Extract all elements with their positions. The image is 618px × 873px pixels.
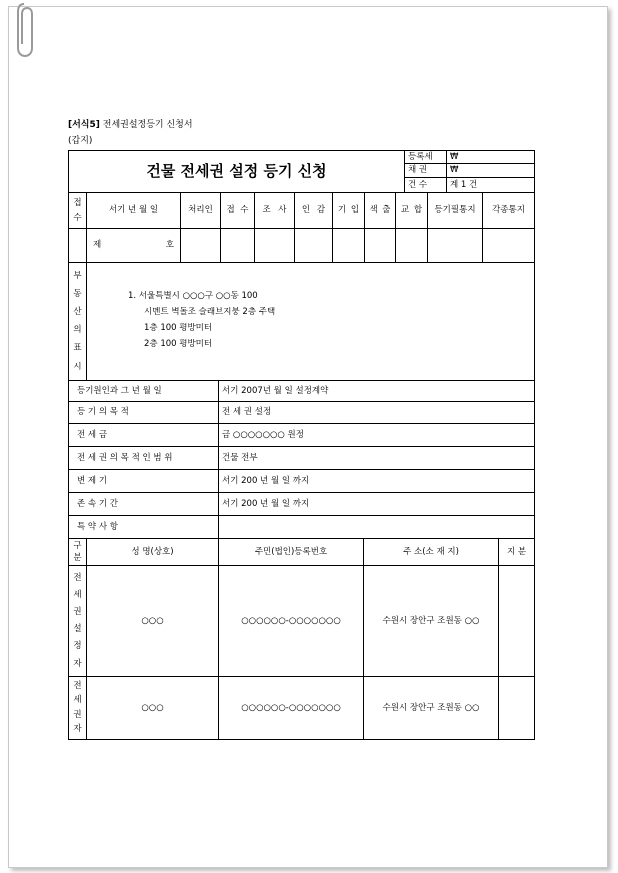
header-char: 출 xyxy=(382,205,391,216)
header-char: 감 xyxy=(316,205,326,216)
category-label-char: 분 xyxy=(73,552,82,563)
property-line: 1. 서울특별시 ○○○구 ○○동 100 xyxy=(128,291,258,301)
receipt-label-char: 접 xyxy=(73,197,82,208)
party-share xyxy=(499,677,534,739)
party-role-char: 권 xyxy=(73,709,82,720)
parties-id-header: 주민(법인)등록번호 xyxy=(254,546,328,557)
property-line: 2층 100 평방미터 xyxy=(144,339,213,349)
registration-tax-value: ₩ xyxy=(450,151,459,162)
property-label-char: 산 xyxy=(73,307,82,318)
party-role-char: 세 xyxy=(73,695,82,706)
parties-share-header: 지 분 xyxy=(506,546,527,557)
property-label-char: 동 xyxy=(73,288,82,299)
receipt-header-check xyxy=(396,193,427,228)
parties-name-header: 성 명(상호) xyxy=(131,546,174,557)
count-label: 건 수 xyxy=(408,179,428,190)
detail-label-deposit: 전 세 금 xyxy=(77,429,108,440)
detail-label-special-terms: 특 약 사 항 xyxy=(77,521,118,532)
detail-value-repayment: 서기 200 년 월 일 까지 xyxy=(222,475,310,486)
party-role-char: 정 xyxy=(73,641,82,652)
receipt-header-color xyxy=(365,193,395,228)
party-name: ○○○ xyxy=(141,615,164,626)
detail-value-purpose: 전 세 권 설정 xyxy=(222,407,272,418)
form-name: 전세권설정등기 신청서 xyxy=(99,120,193,130)
parties-category-label xyxy=(69,539,86,565)
detail-value-duration: 서기 200 년 월 일 까지 xyxy=(222,498,310,509)
header-char: 교 xyxy=(400,205,410,216)
property-line: 시멘트 벽돌조 슬래브지붕 2층 주택 xyxy=(144,307,276,317)
bond-value: ₩ xyxy=(450,165,459,176)
receipt-date-header: 서기 년 월 일 xyxy=(108,205,159,216)
registration-tax-label: 등록세 xyxy=(408,151,433,162)
detail-value-special-terms xyxy=(219,516,534,538)
party-role-char: 전 xyxy=(73,680,82,691)
bond-label: 채 권 xyxy=(408,165,428,176)
header-char: 색 xyxy=(369,205,378,216)
count-value: 계 1 건 xyxy=(450,179,478,190)
receipt-number-suffix: 호 xyxy=(165,240,174,251)
header-char: 조 xyxy=(262,205,271,216)
header-char: 인 xyxy=(301,205,311,216)
property-label-char: 시 xyxy=(73,361,82,372)
receipt-handler-header: 처리인 xyxy=(188,205,213,216)
party-role-char: 권 xyxy=(73,607,82,618)
detail-label-duration: 존 속 기 간 xyxy=(77,498,118,509)
party-id-number: ○○○○○○-○○○○○○○ xyxy=(241,702,341,713)
detail-value-deposit: 금 ○○○○○○○ 원정 xyxy=(222,429,304,440)
main-title: 건물 전세권 설정 등기 신청 xyxy=(146,162,327,181)
receipt-header-entry xyxy=(333,193,364,228)
header-char: 입 xyxy=(350,205,360,216)
detail-label-cause: 등기원인과 그 년 월 일 xyxy=(77,385,162,396)
header-char: 합 xyxy=(413,205,423,216)
party-address: 수원시 장안구 조원동 ○○ xyxy=(382,615,480,626)
receipt-number-prefix: 제 xyxy=(93,240,102,251)
header-char: 기 xyxy=(337,205,347,216)
header-char: 수 xyxy=(240,205,249,216)
header-char: 사 xyxy=(278,205,287,216)
property-label-char: 의 xyxy=(73,325,82,336)
parties-address-header: 주 소(소 재 지) xyxy=(403,546,459,557)
party-share xyxy=(499,566,534,676)
receipt-completion-notice-header: 등기필통지 xyxy=(434,205,476,216)
receipt-number xyxy=(87,229,180,262)
receipt-label xyxy=(69,193,86,228)
detail-label-purpose: 등 기 의 목 적 xyxy=(77,407,129,418)
property-line: 1층 100 평방미터 xyxy=(144,323,213,333)
party-role-label xyxy=(69,566,86,676)
detail-value-scope: 건물 전부 xyxy=(222,452,258,463)
property-label xyxy=(69,263,86,380)
detail-label-scope: 전 세 권 의 목 적 인 범 위 xyxy=(77,452,173,463)
party-role-char: 전 xyxy=(73,572,82,583)
party-role-char: 설 xyxy=(73,624,82,635)
property-label-char: 부 xyxy=(73,270,82,281)
form-label xyxy=(68,117,193,130)
detail-value-cause: 서기 2007년 월 일 설정계약 xyxy=(222,385,329,396)
paperclip-icon xyxy=(10,0,40,60)
party-id-number: ○○○○○○-○○○○○○○ xyxy=(241,615,341,626)
receipt-header-seal xyxy=(295,193,332,228)
form-subtitle: (갑지) xyxy=(68,136,93,146)
property-label-char: 표 xyxy=(73,343,82,354)
detail-label-repayment: 변 제 기 xyxy=(77,475,108,486)
party-role-char: 자 xyxy=(73,724,82,735)
party-role-char: 세 xyxy=(73,589,82,600)
receipt-header-review xyxy=(255,193,294,228)
receipt-header-intake xyxy=(221,193,254,228)
receipt-notices-header: 각종통지 xyxy=(492,205,525,216)
party-address: 수원시 장안구 조원동 ○○ xyxy=(382,702,480,713)
receipt-label-char: 수 xyxy=(73,212,82,223)
party-name: ○○○ xyxy=(141,702,164,713)
party-role-label xyxy=(69,677,86,739)
category-label-char: 구 xyxy=(73,540,82,551)
party-role-char: 자 xyxy=(73,658,82,669)
header-char: 접 xyxy=(226,205,235,216)
form-tag: [서식5] xyxy=(68,120,100,130)
